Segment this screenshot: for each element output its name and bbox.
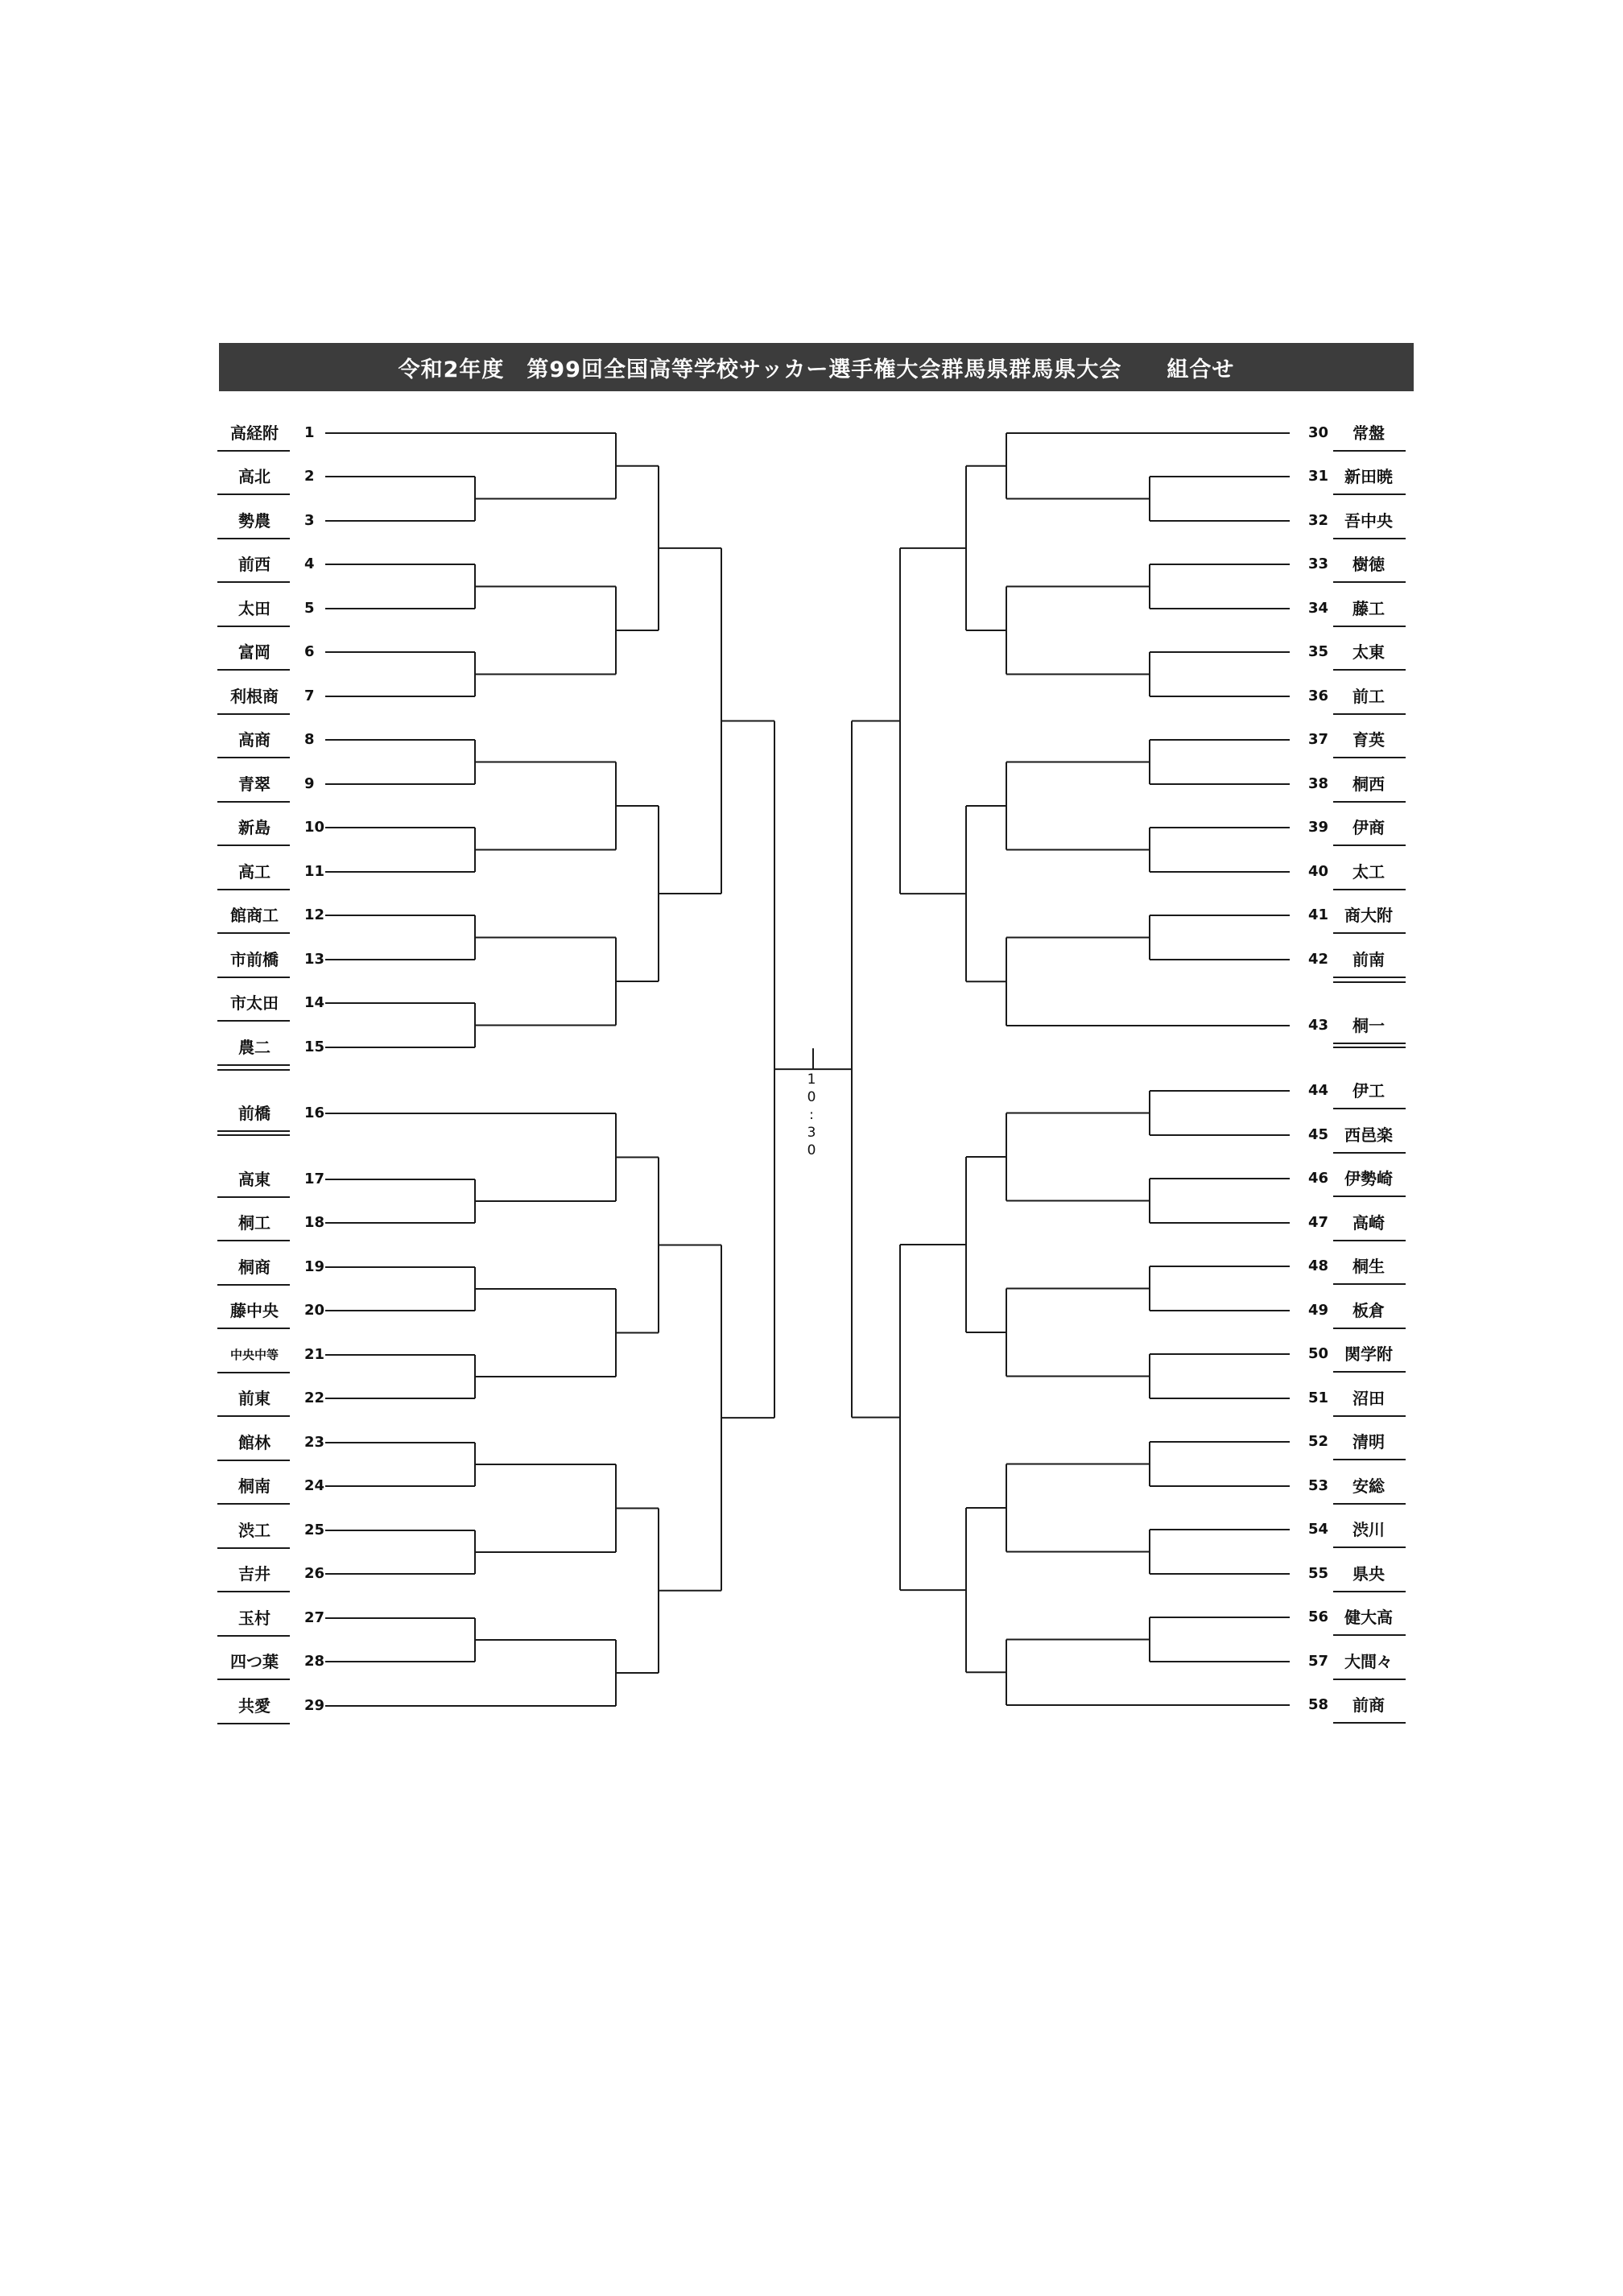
team-name: 前東	[238, 1389, 270, 1408]
team-number: 35	[1307, 643, 1328, 660]
team-name: 青翠	[238, 774, 270, 794]
team-number: 58	[1307, 1696, 1328, 1713]
team-number: 36	[1307, 688, 1328, 704]
team-name: 藤工	[1352, 599, 1385, 618]
team-name: 玉村	[238, 1608, 270, 1628]
final-time-char: 3	[807, 1125, 816, 1142]
team-number: 5	[304, 600, 315, 617]
team-number: 53	[1307, 1477, 1328, 1494]
team-name: 桐西	[1352, 774, 1385, 794]
team-name: 館商工	[230, 906, 279, 925]
team-number: 30	[1307, 424, 1328, 441]
team-number: 6	[304, 643, 315, 660]
team-name: 館林	[238, 1433, 270, 1452]
team-name: 市太田	[230, 993, 279, 1013]
team-number: 43	[1307, 1017, 1328, 1034]
team-number: 41	[1307, 906, 1328, 923]
team-number: 14	[304, 994, 325, 1011]
team-number: 26	[304, 1565, 325, 1582]
team-number: 21	[304, 1346, 325, 1363]
team-number: 4	[304, 555, 315, 572]
team-name: 四つ葉	[230, 1652, 279, 1671]
team-name: 太東	[1352, 642, 1385, 662]
team-name: 吾中央	[1344, 511, 1393, 531]
team-number: 24	[304, 1477, 325, 1494]
team-number: 18	[304, 1214, 325, 1231]
team-name: 県央	[1352, 1564, 1385, 1584]
team-name: 太田	[238, 599, 270, 618]
team-name: 常盤	[1352, 423, 1385, 443]
team-name: 新田暁	[1344, 467, 1393, 486]
team-name: 渋川	[1352, 1520, 1385, 1539]
final-time-char: :	[809, 1107, 814, 1124]
team-number: 46	[1307, 1170, 1328, 1187]
team-number: 7	[304, 688, 315, 704]
team-name: 高北	[238, 467, 270, 486]
team-name: 健大高	[1344, 1608, 1393, 1627]
page-title: 令和2年度 第99回全国高等学校サッカー選手権大会群馬県群馬県大会 組合せ	[219, 343, 1414, 391]
team-name: 吉井	[238, 1564, 270, 1584]
team-number: 50	[1307, 1345, 1328, 1362]
team-name: 利根商	[230, 687, 279, 706]
team-name: 前橋	[238, 1104, 270, 1123]
team-number: 38	[1307, 775, 1328, 792]
team-number: 2	[304, 468, 315, 485]
team-number: 25	[304, 1522, 325, 1538]
team-name: 渋工	[238, 1521, 270, 1540]
team-number: 27	[304, 1609, 325, 1626]
team-name: 藤中央	[230, 1301, 279, 1320]
team-name: 桐一	[1352, 1016, 1385, 1035]
team-name: 共愛	[238, 1696, 270, 1716]
team-name: 伊工	[1352, 1081, 1385, 1101]
team-name: 太工	[1352, 862, 1385, 882]
team-name: 安総	[1352, 1476, 1385, 1496]
team-name: 前西	[238, 555, 270, 574]
team-name: 高東	[238, 1170, 270, 1189]
team-name: 桐工	[238, 1213, 270, 1233]
team-name: 桐生	[1352, 1257, 1385, 1276]
team-name: 高工	[238, 862, 270, 882]
team-number: 29	[304, 1697, 325, 1714]
team-number: 10	[304, 819, 325, 836]
team-number: 37	[1307, 731, 1328, 748]
team-number: 11	[304, 863, 325, 880]
final-time-char: 1	[807, 1072, 816, 1088]
team-name: 新島	[238, 818, 270, 837]
team-number: 23	[304, 1434, 325, 1451]
team-number: 22	[304, 1390, 325, 1406]
team-number: 32	[1307, 512, 1328, 529]
team-name: 板倉	[1352, 1301, 1385, 1320]
team-name: 中央中等	[229, 1348, 279, 1362]
team-number: 31	[1307, 468, 1328, 485]
team-number: 42	[1307, 951, 1328, 968]
team-number: 47	[1307, 1214, 1328, 1231]
team-name: 伊商	[1352, 818, 1385, 837]
team-number: 56	[1307, 1608, 1328, 1625]
team-name: 関学附	[1344, 1344, 1393, 1364]
team-name: 桐商	[238, 1257, 270, 1277]
team-number: 52	[1307, 1433, 1328, 1450]
team-number: 13	[304, 951, 325, 968]
team-number: 55	[1307, 1565, 1328, 1582]
team-number: 44	[1307, 1082, 1328, 1099]
team-number: 3	[304, 512, 315, 529]
team-number: 51	[1307, 1390, 1328, 1406]
team-name: 西邑楽	[1344, 1125, 1393, 1145]
team-name: 桐南	[238, 1476, 270, 1496]
team-number: 40	[1307, 863, 1328, 880]
team-name: 樹徳	[1352, 555, 1385, 574]
team-number: 15	[304, 1039, 325, 1055]
team-number: 17	[304, 1171, 325, 1187]
team-number: 57	[1307, 1653, 1328, 1670]
team-number: 19	[304, 1258, 325, 1275]
team-number: 49	[1307, 1302, 1328, 1319]
team-name: 高経附	[230, 423, 279, 443]
team-name: 市前橋	[230, 950, 279, 969]
final-time-char: 0	[807, 1089, 816, 1106]
team-name: 前工	[1352, 687, 1385, 706]
team-number: 8	[304, 731, 315, 748]
team-number: 1	[304, 424, 315, 441]
team-number: 34	[1307, 600, 1328, 617]
team-name: 農二	[238, 1038, 270, 1057]
team-name: 富岡	[238, 642, 270, 662]
team-name: 大間々	[1344, 1652, 1393, 1671]
team-name: 沼田	[1352, 1389, 1385, 1408]
team-number: 20	[304, 1302, 325, 1319]
team-name: 清明	[1352, 1432, 1385, 1452]
team-number: 39	[1307, 819, 1328, 836]
team-number: 9	[304, 775, 315, 792]
team-number: 48	[1307, 1257, 1328, 1274]
team-name: 勢農	[238, 511, 270, 531]
team-number: 12	[304, 906, 325, 923]
team-number: 45	[1307, 1126, 1328, 1143]
final-time-char: 0	[807, 1142, 816, 1159]
team-name: 前南	[1352, 950, 1385, 969]
team-name: 高崎	[1352, 1213, 1385, 1233]
team-name: 伊勢崎	[1344, 1169, 1393, 1188]
team-number: 33	[1307, 555, 1328, 572]
team-name: 育英	[1352, 730, 1385, 750]
team-name: 前商	[1352, 1695, 1385, 1715]
team-name: 高商	[238, 730, 270, 750]
team-number: 16	[304, 1105, 325, 1121]
team-name: 商大附	[1344, 906, 1393, 925]
team-number: 28	[304, 1653, 325, 1670]
team-number: 54	[1307, 1521, 1328, 1538]
